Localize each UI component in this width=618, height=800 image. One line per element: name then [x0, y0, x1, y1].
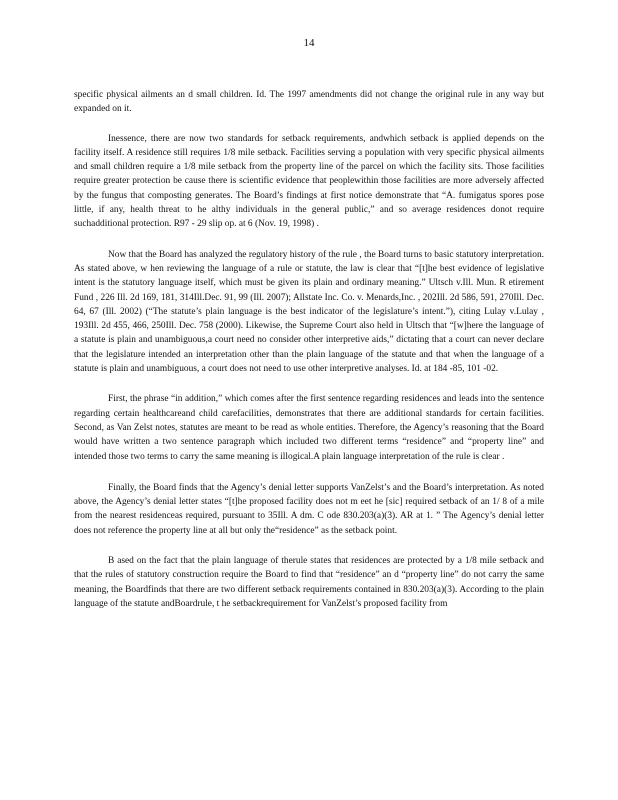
paragraph-5: Finally, the Board finds that the Agency’s denial letter supports VanZelst’s and the Board’s interpretation. As noted above, the Agency’s denial letter states “[t]he proposed facility does not m eet he [sic] required setback of an 1/ 8 of a mile from the nearest residenceas required, pursuant to 35Ill. A dm. C ode 830.203(a)(3). AR at 1. ” The Agency’s denial letter does not reference the property line at all but only the“residence” as the setback point.: [74, 482, 544, 536]
paragraph-6: B ased on the fact that the plain language of therule states that residences are protected by a 1/8 mile setback and that the rules of statutory construction require the Board to find that “residence” an d “property line” do not carry the same meaning, the Boardfinds that there are two different setback requirements contained in 830.203(a)(3). According to the plain language of the statute andBoardrule, t he setbackrequirement for VanZelst’s proposed facility from: [74, 556, 544, 609]
paragraph-2: Inessence, there are now two standards for setback requirements, andwhich setback is applied depends on the facility itself. A residence still requires 1/8 mile setback. Facilities serving a population with very specific physical ailments and small children require a 1/8 mile setback from the property line of the parcel on which the facility sits. Those facilities require greater protection be cause there is scientific evidence that peoplewithin those facilities are more adversely affected by the fungus that composting generates. The Board’s findings at first notice demonstrate that “A. fumigatus spores pose little, if any, health threat to he althy individuals in the general public,” and so average residences donot require suchadditional protection. R97 - 29 slip op. at 6 (Nov. 19, 1998) .: [74, 133, 544, 230]
page-body: [74, 88, 544, 627]
page-number: 14: [303, 37, 315, 49]
paragraph-1: specific physical ailments an d small children. Id. The 1997 amendments did not change the original rule in any way but expanded on it.: [74, 90, 544, 115]
paragraph-3: Now that the Board has analyzed the regulatory history of the rule , the Board turns to basic statutory interpretation. As stated above, w hen reviewing the language of a rule or statute, the law is clear that “[t]he best evidence of legislative intent is the statutory language itself, which must be given its plain and ordinary meaning.” Ultsch v.Ill. Mun. R etirement Fund , 226 Ill. 2d 169, 181, 314Ill.Dec. 91, 99 (Ill. 2007); Allstate Inc. Co. v. Menards,Inc. , 202Ill. 2d 586, 591, 270Ill. Dec. 64, 67 (Ill. 2002) (“The statute’s plain language is the best indicator of the legislature’s intent.”), citing Lulay v.Lulay , 193Ill. 2d 455, 466, 250Ill. Dec. 758 (2000). Likewise, the Supreme Court also held in Ultsch that “[w]here the language of a statute is plain and unambiguous,a court need no consider other interpretive aids,” dictating that a court can never declare that the legislature intended an interpretation other than the plain language of the statute and that when the language of a statute is plain and unambiguous, a court does not need to use other interpretive analyses. Id. at 184 -85, 101 -02.: [74, 249, 544, 375]
paragraph-4: First, the phrase “in addition,” which comes after the first sentence regarding residences and leads into the sentence regarding certain healthcareand child carefacilities, demonstrates that there are additional standards for certain facilities. Second, as Van Zelst notes, statutes are meant to be read as whole entities. Therefore, the Agency’s reasoning that the Board would have written a two sentence paragraph which included two different terms “residence” and “property line” and intended those two terms to carry the same meaning is illogical.A plain language interpretation of the rule is clear .: [74, 394, 544, 462]
